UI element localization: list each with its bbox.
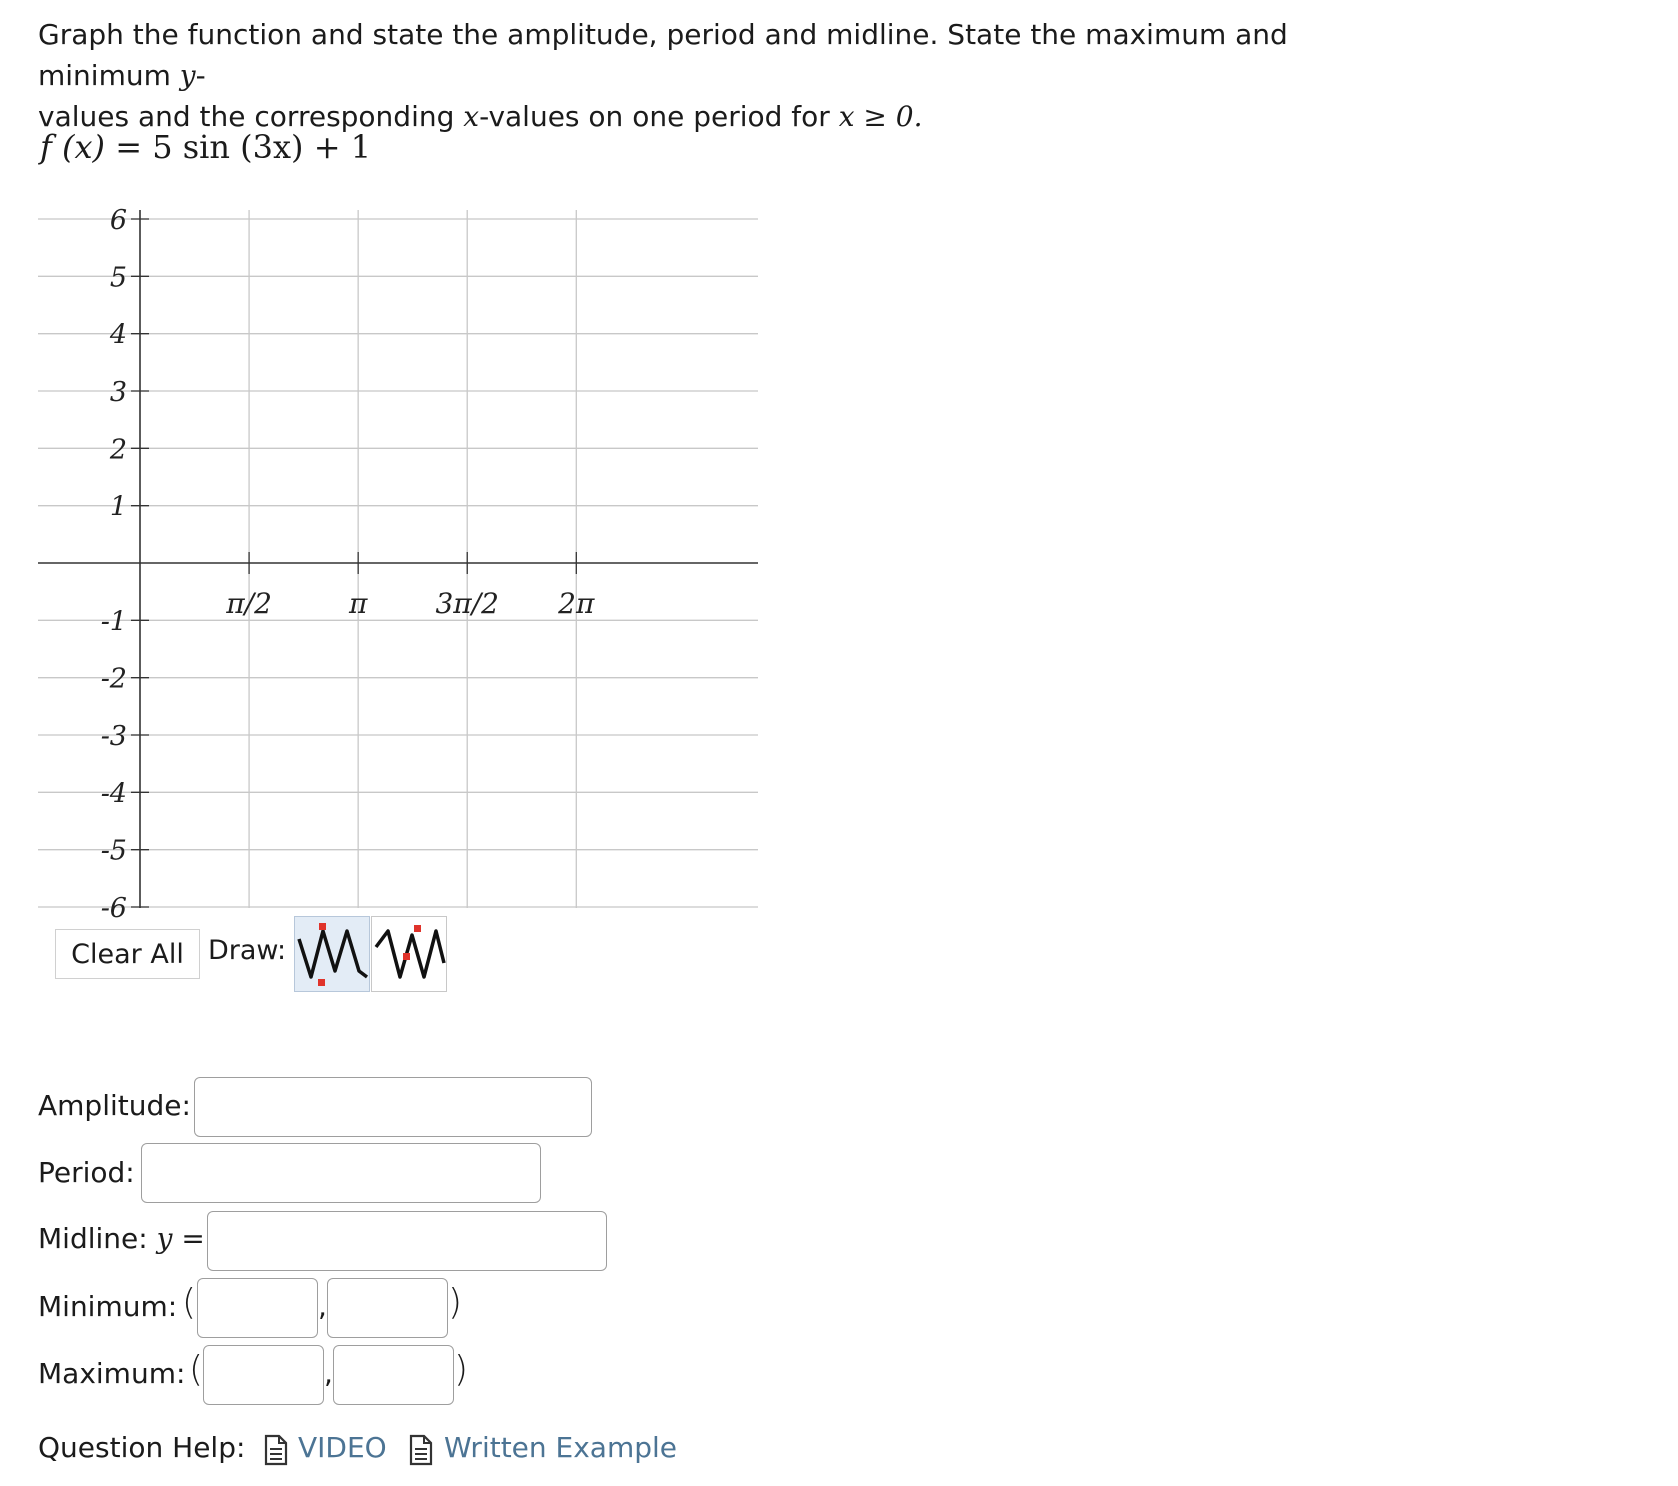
clear-all-button[interactable]: Clear All xyxy=(55,929,200,979)
minimum-y-input[interactable] xyxy=(327,1278,448,1338)
y-tick-label: -6 xyxy=(100,893,127,924)
sine-wave-icon xyxy=(295,917,371,993)
sine-tool-button[interactable] xyxy=(294,916,370,992)
x-tick-label: π/2 xyxy=(226,587,272,620)
prompt-condition: x ≥ 0. xyxy=(838,100,923,133)
midline-label xyxy=(38,1222,205,1255)
prompt-text-2: values and the corresponding xyxy=(38,100,455,133)
maximum-y-input[interactable] xyxy=(333,1345,454,1405)
document-icon xyxy=(408,1434,434,1466)
y-tick-label: 6 xyxy=(109,205,127,236)
midline-input[interactable] xyxy=(207,1211,607,1271)
y-tick-label: 5 xyxy=(109,262,127,294)
maximum-close-paren: ) xyxy=(454,1349,469,1390)
prompt-hyphen: - xyxy=(195,59,206,92)
cosine-wave-icon xyxy=(372,917,448,993)
formula-rhs: = 5 sin (3x) + 1 xyxy=(105,128,372,166)
x-tick-label: π xyxy=(348,587,368,620)
x-tick-label: 3π/2 xyxy=(435,587,499,620)
minimum-x-input[interactable] xyxy=(197,1278,318,1338)
y-tick-label: 2 xyxy=(109,434,127,466)
y-tick-label: -2 xyxy=(100,663,127,695)
period-input[interactable] xyxy=(141,1143,541,1203)
y-tick-label: -3 xyxy=(100,721,127,752)
cosine-tool-button[interactable] xyxy=(371,916,447,992)
maximum-open-paren: ( xyxy=(189,1349,204,1390)
minimum-close-paren: ) xyxy=(448,1282,463,1323)
amplitude-label: Amplitude: xyxy=(38,1089,191,1122)
y-tick-label: -4 xyxy=(100,778,127,810)
y-tick-label: -1 xyxy=(100,606,127,638)
minimum-comma: , xyxy=(318,1290,327,1323)
prompt-text: Graph the function and state the amplitude, period and midline. State the maximum and minimum xyxy=(38,18,1288,92)
minimum-open-paren: ( xyxy=(182,1282,197,1323)
midline-label-text: Midline: xyxy=(38,1222,148,1255)
y-tick-label: -5 xyxy=(100,835,127,867)
maximum-label: Maximum: xyxy=(38,1357,186,1390)
draw-label: Draw: xyxy=(208,935,287,966)
video-link[interactable]: VIDEO xyxy=(298,1431,387,1464)
y-tick-label: 4 xyxy=(109,319,127,351)
prompt-var-y: y xyxy=(179,59,196,92)
midline-var: y xyxy=(156,1222,173,1255)
question-help-label: Question Help: xyxy=(38,1431,246,1464)
y-tick-label: 1 xyxy=(109,491,127,523)
x-tick-label: 2π xyxy=(558,587,595,620)
y-tick-label: 3 xyxy=(109,377,127,408)
formula-lhs: f (x) xyxy=(40,128,106,166)
prompt-var-x: x xyxy=(463,100,480,133)
minimum-label: Minimum: xyxy=(38,1290,178,1323)
written-example-link[interactable]: Written Example xyxy=(444,1431,678,1464)
prompt-text-3: -values on one period for xyxy=(479,100,830,133)
midline-equals: = xyxy=(172,1222,205,1255)
maximum-comma: , xyxy=(324,1357,333,1390)
document-icon xyxy=(263,1434,289,1466)
period-label: Period: xyxy=(38,1156,135,1189)
maximum-x-input[interactable] xyxy=(203,1345,324,1405)
amplitude-input[interactable] xyxy=(194,1077,592,1137)
